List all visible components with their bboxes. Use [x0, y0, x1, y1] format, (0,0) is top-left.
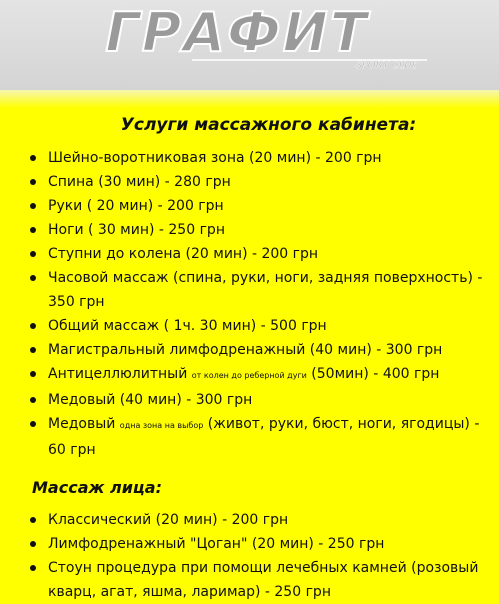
- list-item: Ноги ( 30 мин) - 250 грн: [30, 218, 485, 242]
- item-note: одна зона на выбор: [119, 421, 204, 430]
- header-fade: [0, 90, 499, 108]
- bullet-icon: [30, 155, 36, 161]
- grafit-logo: [42, 5, 432, 71]
- massage-price-list: [30, 146, 485, 462]
- bullet-icon: [30, 517, 36, 523]
- bullet-icon: [30, 251, 36, 257]
- bullet-icon: [30, 179, 36, 185]
- bullet-icon: [30, 203, 36, 209]
- bullet-icon: [30, 323, 36, 329]
- list-item: Общий массаж ( 1ч. 30 мин) - 500 грн: [30, 314, 485, 338]
- bullet-icon: [30, 275, 36, 281]
- bullet-icon: [30, 397, 36, 403]
- list-item: Антицеллюлитный от колен до реберной дуги (50мин) - 400 грн: [30, 362, 485, 388]
- massage-services-title: Услуги массажного кабинета:: [120, 115, 417, 135]
- bullet-icon: [30, 541, 36, 547]
- bullet-icon: [30, 421, 36, 427]
- list-item: Классический (20 мин) - 200 грн: [30, 508, 485, 532]
- list-item: Лимфодренажный "Цоган" (20 мин) - 250 грн: [30, 532, 485, 556]
- bullet-icon: [30, 347, 36, 353]
- bullet-icon: [30, 565, 36, 571]
- logo-wordmark: ГРАФИТ: [105, 5, 369, 64]
- list-item: Стоун процедура при помощи лечебных камней (розовый кварц, агат, яшма, ларимар) - 250 грн: [30, 556, 485, 604]
- list-item: Медовый (40 мин) - 300 грн: [30, 388, 485, 412]
- item-note: от колен до реберной дуги: [191, 371, 307, 380]
- face-price-list: [30, 508, 485, 604]
- logo-subtext: SPORT CLUB: [355, 60, 419, 71]
- list-item: Часовой массаж (спина, руки, ноги, задняя поверхность) - 350 грн: [30, 266, 485, 314]
- list-item: Шейно-воротниковая зона (20 мин) - 200 грн: [30, 146, 485, 170]
- header-banner: [0, 0, 499, 90]
- list-item: Магистральный лимфодренажный (40 мин) - 300 грн: [30, 338, 485, 362]
- list-item: Медовый одна зона на выбор (живот, руки, бюст, ноги, ягодицы) - 60 грн: [30, 412, 485, 462]
- list-item: Спина (30 мин) - 280 грн: [30, 170, 485, 194]
- list-item: Руки ( 20 мин) - 200 грн: [30, 194, 485, 218]
- list-item: Ступни до колена (20 мин) - 200 грн: [30, 242, 485, 266]
- bullet-icon: [30, 371, 36, 377]
- face-massage-title: Массаж лица:: [32, 478, 162, 497]
- bullet-icon: [30, 227, 36, 233]
